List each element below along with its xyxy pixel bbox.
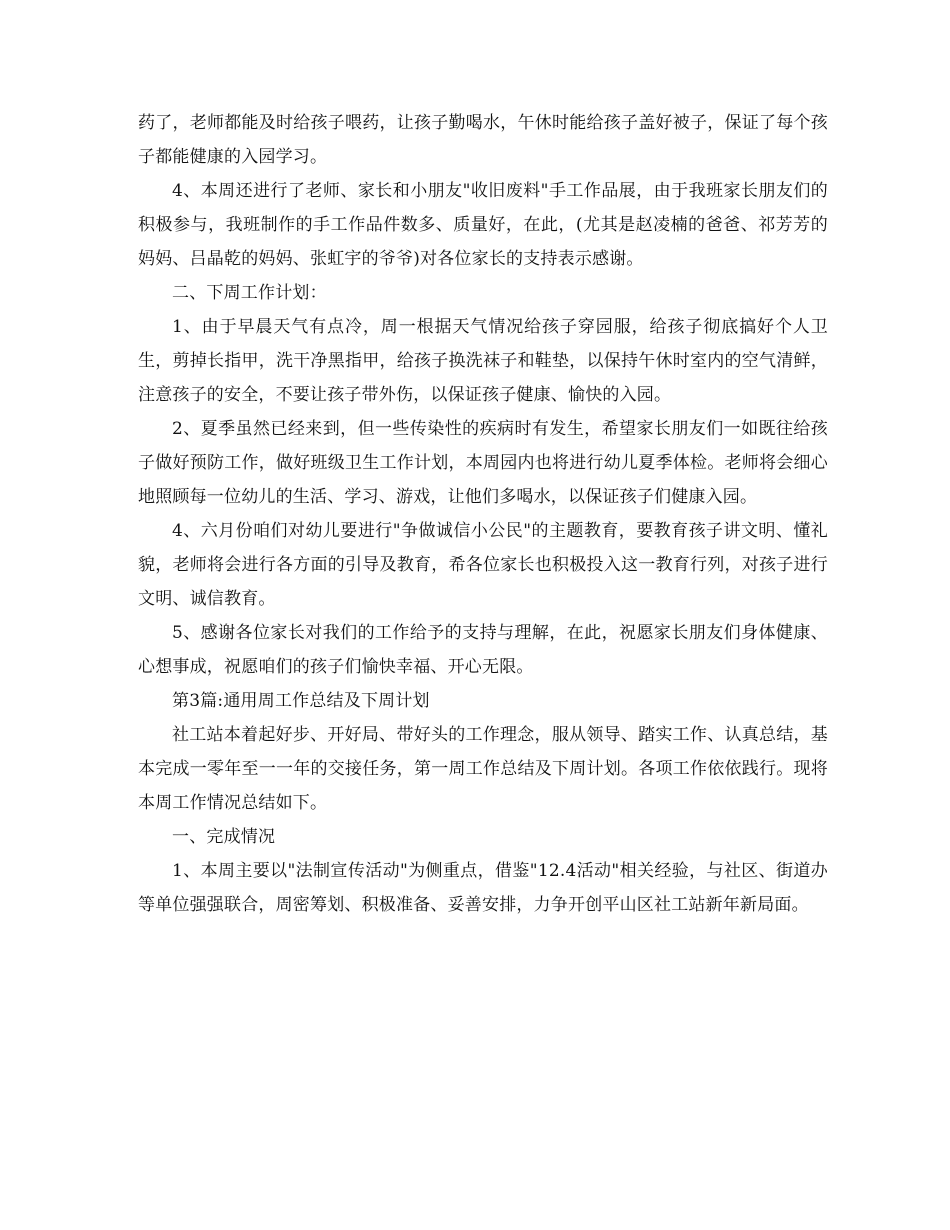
document-body <box>138 106 828 922</box>
paragraph-continuation: 药了，老师都能及时给孩子喂药，让孩子勤喝水，午休时能给孩子盖好被子，保证了每个孩子都能健康的入园学习。 <box>138 113 828 167</box>
section-heading-next-week-plan: 二、下周工作计划： <box>172 283 327 303</box>
paragraph-intro: 社工站本着起好步、开好局、带好头的工作理念，服从领导、踏实工作、认真总结，基本完成一零年至一一年的交接任务，第一周工作总结及下周计划。各项工作依依践行。现将本周工作情况总结如下。 <box>138 725 828 813</box>
paragraph-plan-item-1: 1、由于早晨天气有点冷，周一根据天气情况给孩子穿园服，给孩子彻底搞好个人卫生，剪掉长指甲，洗干净黑指甲，给孩子换洗袜子和鞋垫，以保持午休时室内的空气清鲜，注意孩子的安全，不要让孩子带外伤，以保证孩子健康、愉快的入园。 <box>138 317 828 405</box>
paragraph-completion-item-1: 1、本周主要以"法制宣传活动"为侧重点，借鉴"12.4活动"相关经验，与社区、街道办等单位强强联合，周密筹划、积极准备、妥善安排，力争开创平山区社工站新年新局面。 <box>138 861 828 915</box>
paragraph-plan-item-5: 5、感谢各位家长对我们的工作给予的支持与理解，在此，祝愿家长朋友们身体健康、心想事成，祝愿咱们的孩子们愉快幸福、开心无限。 <box>138 623 828 677</box>
paragraph-plan-item-4: 4、六月份咱们对幼儿要进行"争做诚信小公民"的主题教育，要教育孩子讲文明、懂礼貌，老师将会进行各方面的引导及教育，希各位家长也积极投入这一教育行列，对孩子进行文明、诚信教育。 <box>138 521 828 609</box>
paragraph-plan-item-2: 2、夏季虽然已经来到，但一些传染性的疾病时有发生，希望家长朋友们一如既往给孩子做好预防工作，做好班级卫生工作计划，本周园内也将进行幼儿夏季体检。老师将会细心地照顾每一位幼儿的生活、学习、游戏，让他们多喝水，以保证孩子们健康入园。 <box>138 419 828 507</box>
article-title-part-3: 第3篇:通用周工作总结及下周计划 <box>172 691 430 711</box>
section-heading-completion: 一、完成情况 <box>172 827 276 847</box>
paragraph-item-4-exhibition: 4、本周还进行了老师、家长和小朋友"收旧废料"手工作品展，由于我班家长朋友们的积极参与，我班制作的手工作品件数多、质量好，在此，(尤其是赵凌楠的爸爸、祁芳芳的妈妈、吕晶乾的妈妈、张虹宇的爷爷)对各位家长的支持表示感谢。 <box>138 181 828 269</box>
